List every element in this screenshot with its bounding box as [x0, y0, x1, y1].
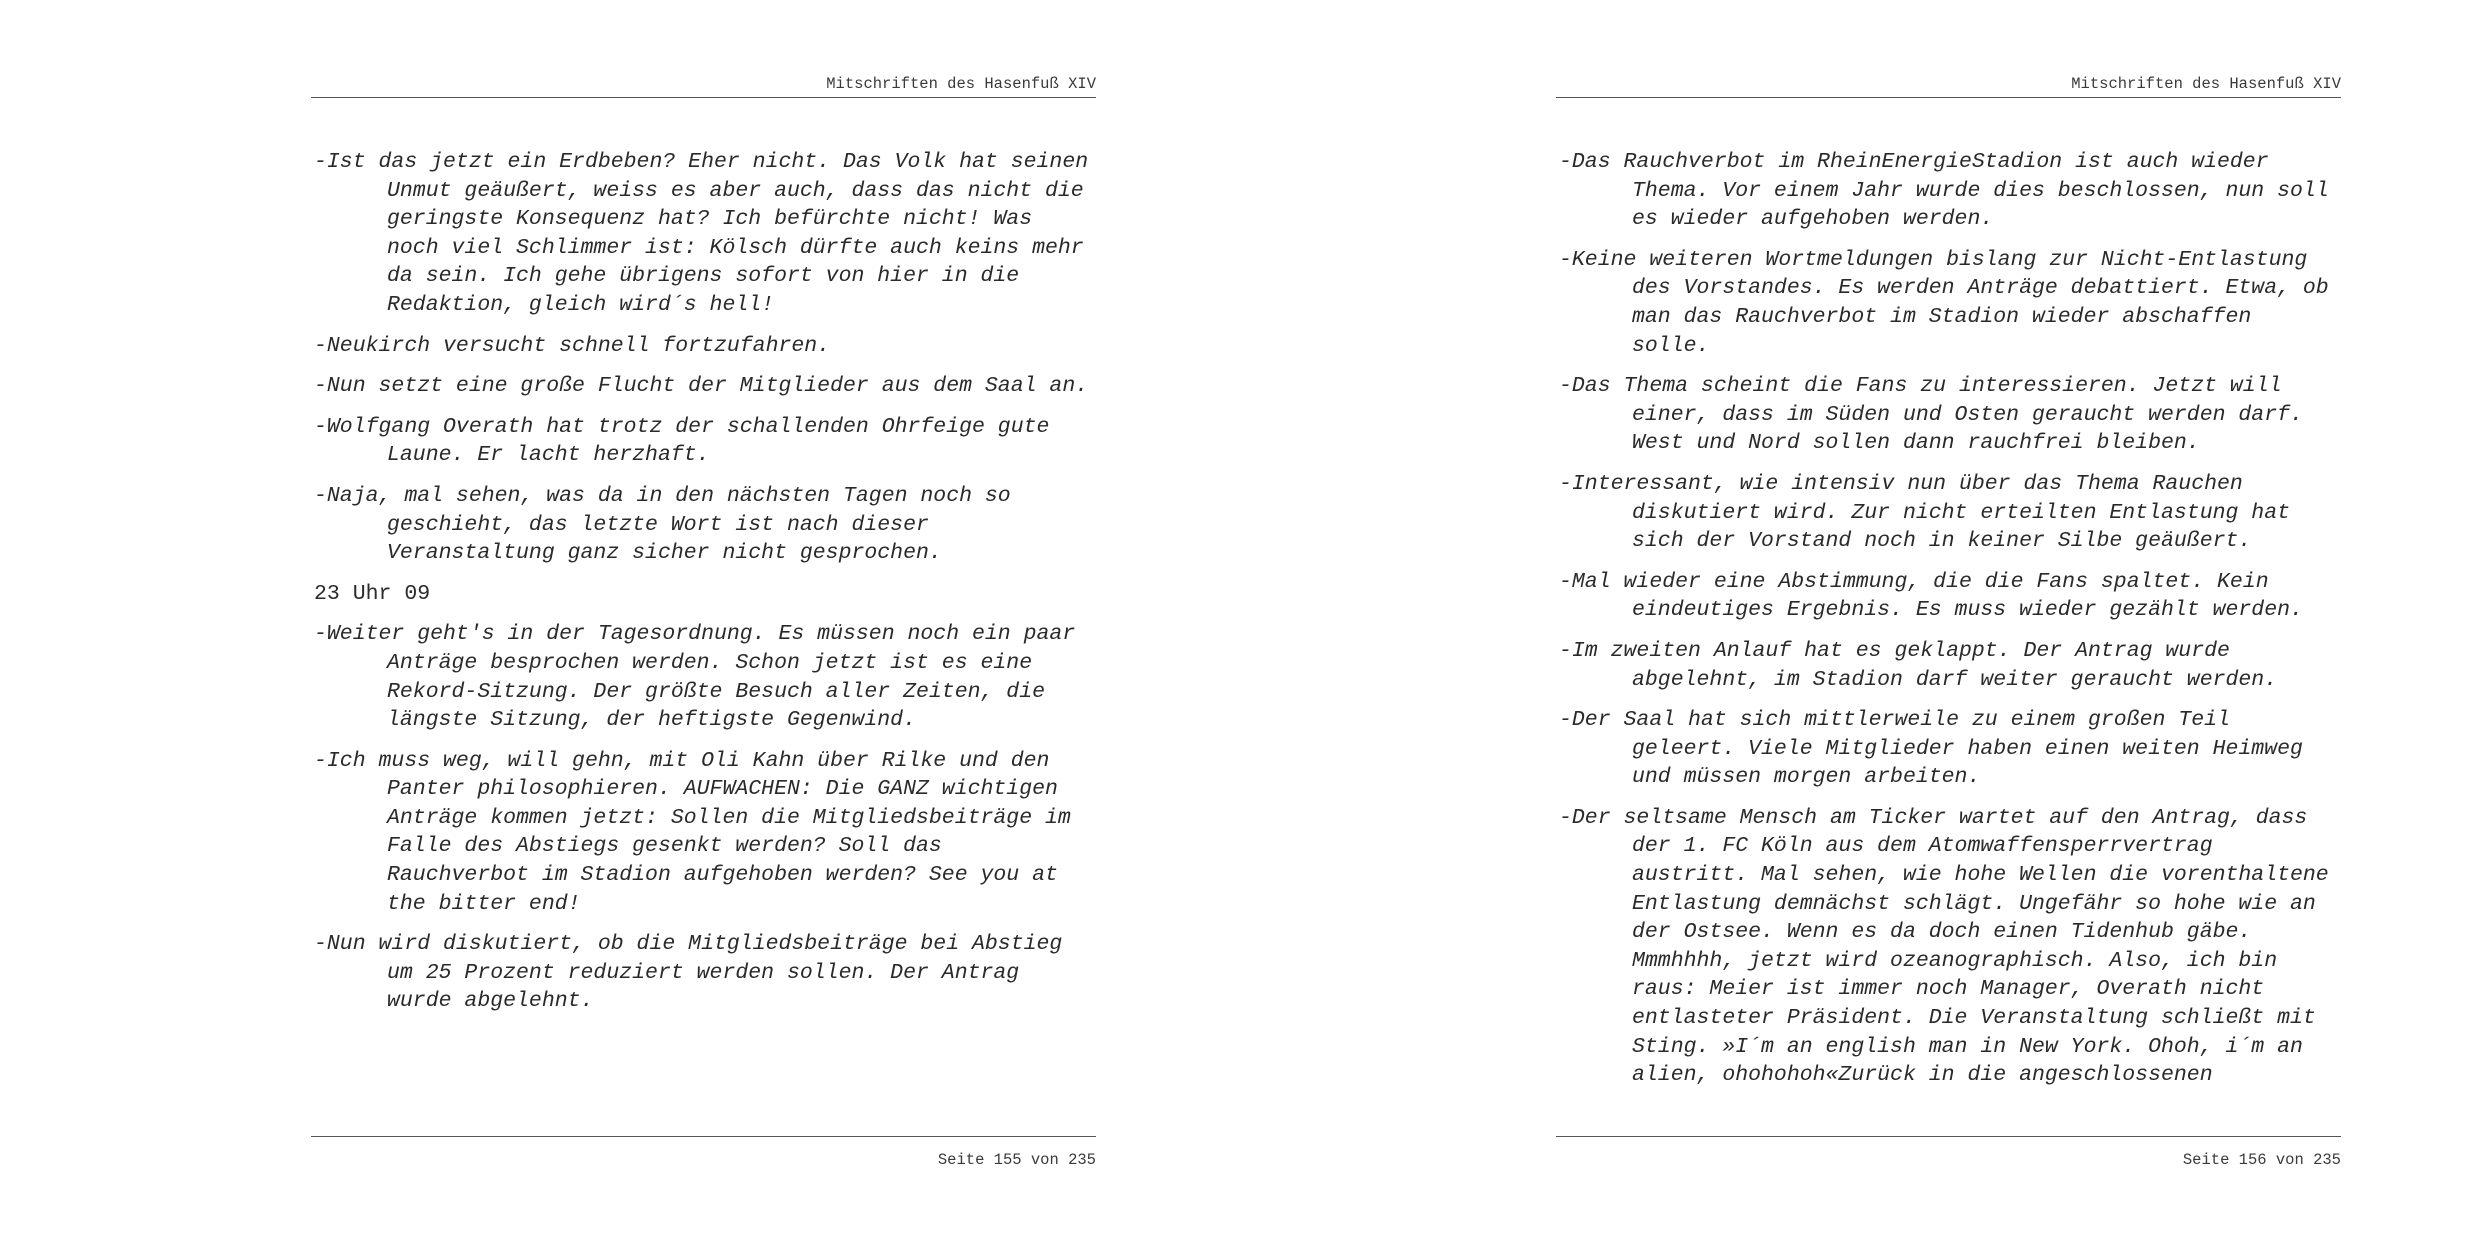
paragraph: -Das Thema scheint die Fans zu interessieren. Jetzt will einer, dass im Süden und Osten geraucht werden darf. West und Nord sollen dann rauchfrei bleiben. — [1559, 374, 2303, 456]
header-rule — [1556, 97, 2341, 98]
paragraph: -Neukirch versucht schnell fortzufahren. — [314, 333, 831, 358]
paragraph: -Mal wieder eine Abstimmung, die die Fans spaltet. Kein eindeutiges Ergebnis. Es muss wieder gezählt werden. — [1559, 569, 2303, 623]
paragraph: -Ich muss weg, will gehn, mit Oli Kahn über Rilke und den Panter philosophieren. AUFWACHEN: Die GANZ wichtigen Anträge kommen jetzt: Sollen die Mitgliedsbeiträge im Falle des Abstiegs gesenkt werden? Soll das Rauchverbot im Stadion aufgehoben werden? See you at the bitter end! — [314, 748, 1071, 916]
page-number: Seite 155 von 235 — [937, 1151, 1096, 1169]
paragraph: -Nun wird diskutiert, ob die Mitgliedsbeiträge bei Abstieg um 25 Prozent reduziert werden sollen. Der Antrag wurde abgelehnt. — [314, 932, 1063, 1014]
paragraph: -Der seltsame Mensch am Ticker wartet auf den Antrag, dass der 1. FC Köln aus dem Atomwaffensperrvertrag austritt. Mal sehen, wie hohe Wellen die vorenthaltene Entlastung demnächst schlägt. Ungefähr so hohe wie an der Ostsee. Wenn es da doch einen Tidenhub gäbe. Mmmhhhh, jetzt wird ozeanographisch. Also, ich bin raus: Meier ist immer noch Manager, Overath nicht entlasteter Präsident. Die Veranstaltung schließt mit Sting. »I´m an english man in New York. Ohoh, i´m an alien, ohohohoh«Zurück in die angeschlossenen — [1559, 805, 2329, 1088]
page-right — [1556, 0, 2341, 1240]
paragraph: -Weiter geht's in der Tagesordnung. Es müssen noch ein paar Anträge besprochen werden. Schon jetzt ist es eine Rekord-Sitzung. Der größte Besuch aller Zeiten, die längste Sitzung, der heftigste Gegenwind. — [314, 622, 1076, 733]
page-body — [1559, 148, 2341, 1102]
paragraph: -Im zweiten Anlauf hat es geklappt. Der Antrag wurde abgelehnt, im Stadion darf weiter geraucht werden. — [1559, 638, 2278, 692]
paragraph: -Keine weiteren Wortmeldungen bislang zur Nicht-Entlastung des Vorstandes. Es werden Anträge debattiert. Etwa, ob man das Rauchverbot im Stadion wieder abschaffen solle. — [1559, 247, 2329, 358]
paragraph: -Ist das jetzt ein Erdbeben? Eher nicht. Das Volk hat seinen Unmut geäußert, weiss es aber auch, dass das nicht die geringste Konsequenz hat? Ich befürchte nicht! Was noch viel Schlimmer ist: Kölsch dürfte auch keins mehr da sein. Ich gehe übrigens sofort von hier in die Redaktion, gleich wird´s hell! — [314, 150, 1089, 317]
paragraph: -Nun setzt eine große Flucht der Mitglieder aus dem Saal an. — [314, 374, 1089, 399]
running-header: Mitschriften des Hasenfuß XIV — [2071, 75, 2341, 93]
paragraph: -Interessant, wie intensiv nun über das Thema Rauchen diskutiert wird. Zur nicht erteilten Entlastung hat sich der Vorstand noch in keiner Silbe geäußert. — [1559, 471, 2291, 554]
paragraph: -Naja, mal sehen, was da in den nächsten Tagen noch so geschieht, das letzte Wort ist nach dieser Veranstaltung ganz sicher nicht gesprochen. — [314, 483, 1011, 566]
paragraph: -Wolfgang Overath hat trotz der schallenden Ohrfeige gute Laune. Er lacht herzhaft. — [314, 414, 1050, 468]
running-header: Mitschriften des Hasenfuß XIV — [826, 75, 1096, 93]
page-body — [314, 148, 1096, 1028]
page-left — [311, 0, 1096, 1240]
footer-rule — [311, 1136, 1096, 1137]
paragraph: -Das Rauchverbot im RheinEnergieStadion ist auch wieder Thema. Vor einem Jahr wurde dies beschlossen, nun soll es wieder aufgehoben werden. — [1559, 150, 2329, 232]
paragraph: -Der Saal hat sich mittlerweile zu einem großen Teil geleert. Viele Mitglieder haben einen weiten Heimweg und müssen morgen arbeiten. — [1559, 708, 2303, 790]
timestamp-heading: 23 Uhr 09 — [314, 581, 431, 606]
header-rule — [311, 97, 1096, 98]
footer-rule — [1556, 1136, 2341, 1137]
page-number: Seite 156 von 235 — [2182, 1151, 2341, 1169]
